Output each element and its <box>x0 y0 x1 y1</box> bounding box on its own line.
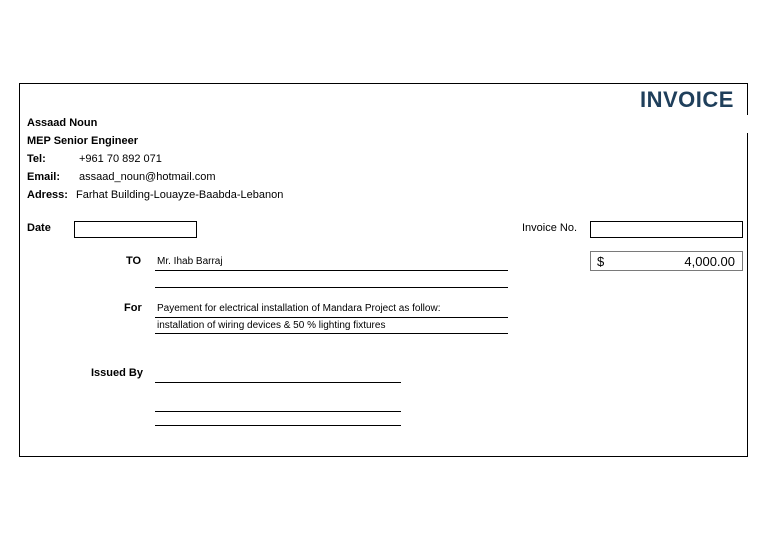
date-field[interactable] <box>74 221 197 238</box>
for-line-1-text: Payement for electrical installation of Mandara Project as follow: <box>157 303 441 314</box>
issued-by-line-2 <box>155 411 401 412</box>
issued-by-line-3 <box>155 425 401 426</box>
invoice-title: INVOICE <box>640 87 734 112</box>
invoice-no-label: Invoice No. <box>522 222 578 234</box>
issued-by-line-1 <box>155 382 401 383</box>
amount-field[interactable] <box>590 251 743 271</box>
email-value: assaad_noun@hotmail.com <box>79 171 216 183</box>
to-line-1 <box>155 270 508 271</box>
address-value: Farhat Building-Louayze-Baabda-Lebanon <box>76 189 284 201</box>
for-line-2-text: installation of wiring devices & 50 % lighting fixtures <box>157 320 386 331</box>
for-label: For <box>124 302 142 314</box>
date-label: Date <box>27 222 51 234</box>
email-label: Email: <box>27 171 61 183</box>
amount-currency: $ <box>597 254 605 269</box>
to-line-2 <box>155 287 508 288</box>
to-value: Mr. Ihab Barraj <box>157 256 223 267</box>
amount-value: 4,000.00 <box>684 254 735 269</box>
tel-label: Tel: <box>27 153 46 165</box>
tel-value: +961 70 892 071 <box>79 153 162 165</box>
invoice-no-field[interactable] <box>590 221 743 238</box>
address-label: Adress: <box>27 189 68 201</box>
to-label: TO <box>126 255 142 267</box>
issuer-position: MEP Senior Engineer <box>27 135 139 147</box>
frame-gap <box>747 115 750 133</box>
for-line-2 <box>155 333 508 334</box>
for-line-1 <box>155 317 508 318</box>
issuer-name: Assaad Noun <box>27 117 98 129</box>
issued-by-label: Issued By <box>91 367 143 379</box>
